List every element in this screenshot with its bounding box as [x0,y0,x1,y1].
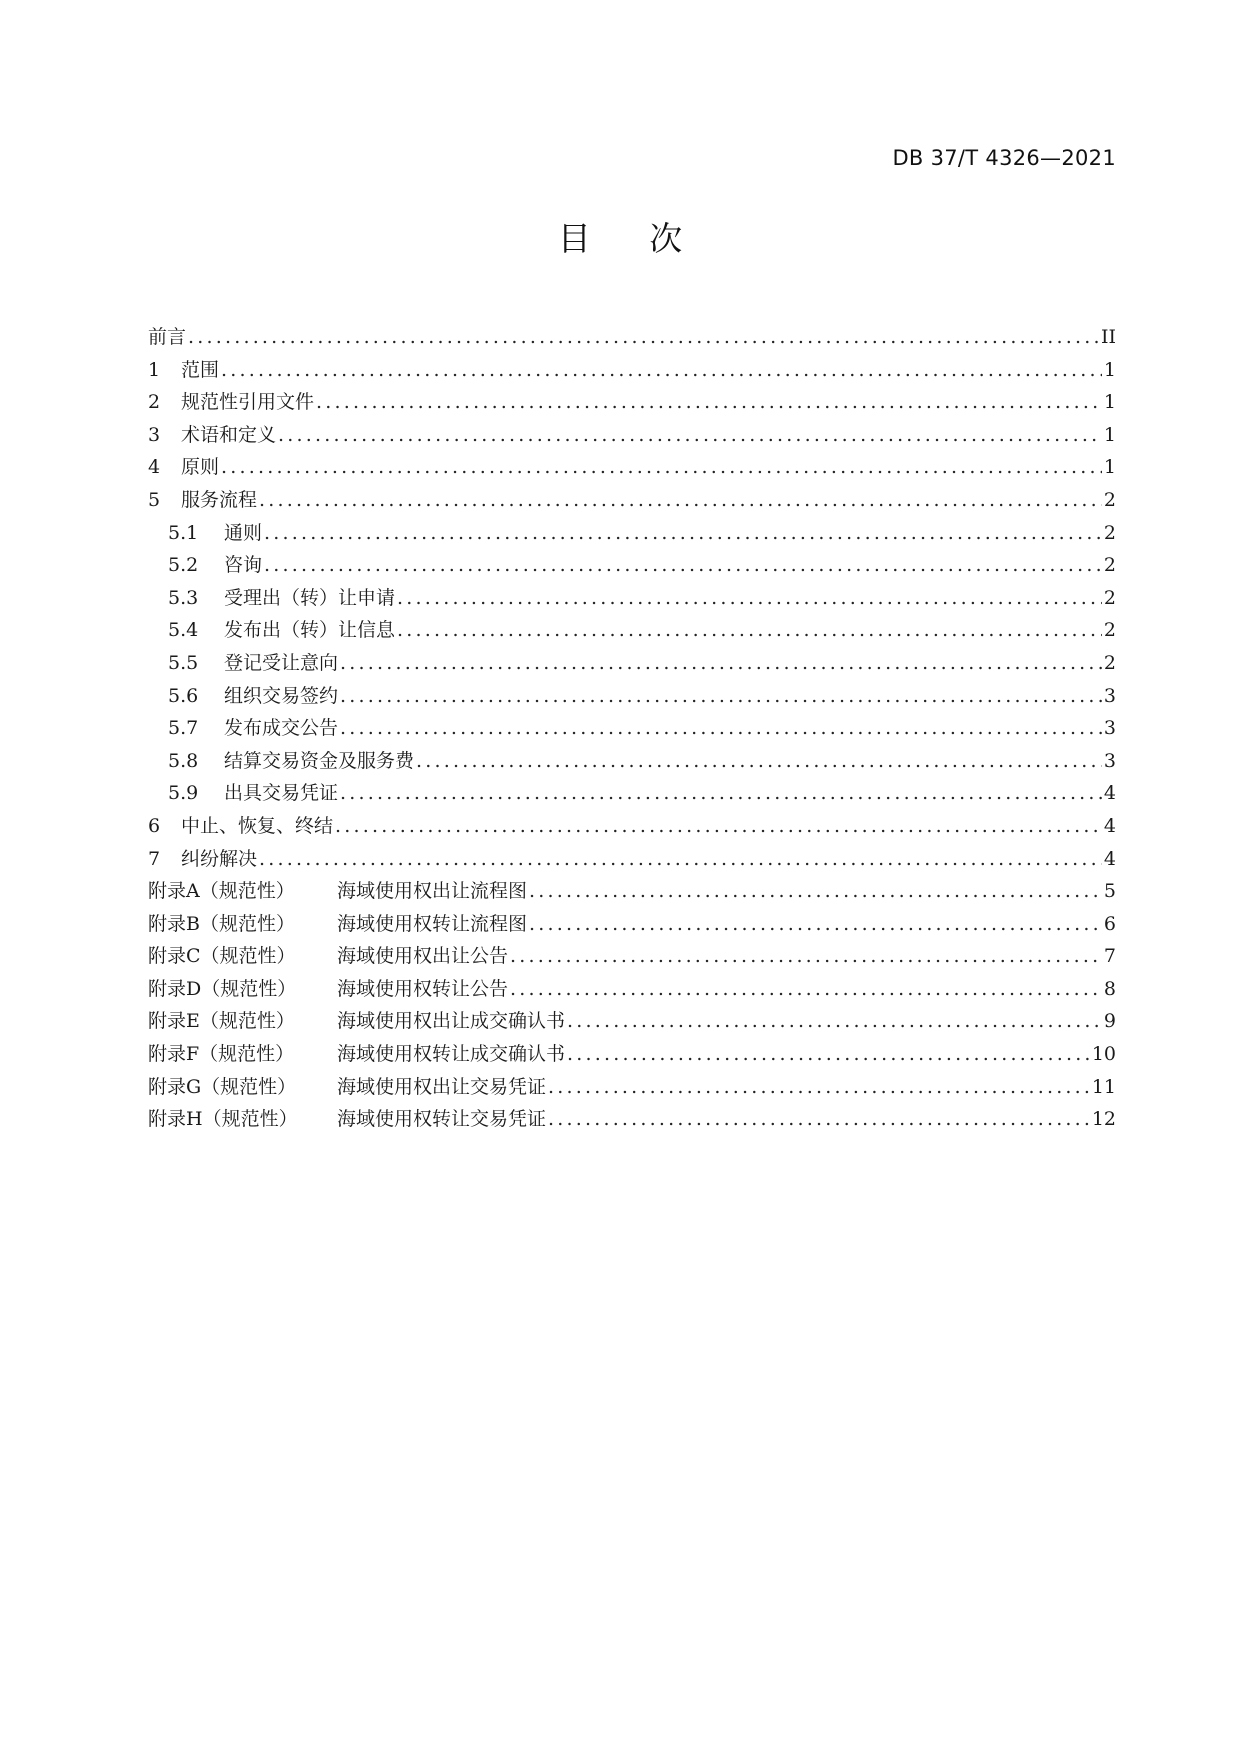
toc-appendix-c[interactable] [148,940,1116,973]
toc-entry-number: 5.2 [168,554,199,577]
toc-subentry-5-5[interactable] [148,647,1116,680]
toc-leader-dots [340,712,1102,745]
toc-leader-dots [510,973,1102,1006]
toc-entry-page: 1 [1103,423,1116,446]
toc-entry-label: 前言 [148,326,187,348]
toc-entry-label: 海域使用权转让公告 [337,977,509,1000]
toc-entry-label: 发布出（转）让信息 [224,619,396,642]
toc-entry-number: 6 [148,814,161,837]
toc-leader-dots [259,484,1102,517]
toc-entry-number: 4 [148,456,161,479]
toc-entry-page: 2 [1103,619,1116,642]
toc-entry-label: 结算交易资金及服务费 [224,749,415,772]
toc-leader-dots [529,875,1102,908]
toc-entry-page: 12 [1091,1108,1116,1131]
toc-entry-normative-references[interactable] [148,386,1116,419]
toc-entry-page: II [1100,326,1116,348]
toc-entry-page: 3 [1103,749,1116,772]
toc-entry-label: 海域使用权转让成交确认书 [337,1043,566,1066]
toc-entry-number: 5.5 [168,651,199,674]
toc-leader-dots [188,321,1099,354]
toc-leader-dots [259,843,1102,876]
toc-appendix-id: 附录F（规范性） [148,1043,295,1066]
toc-entry-number: 7 [148,847,161,870]
toc-entry-label: 海域使用权转让交易凭证 [337,1108,547,1131]
toc-entry-number: 5 [148,488,161,511]
toc-subentry-5-3[interactable] [148,582,1116,615]
toc-entry-page: 1 [1103,391,1116,414]
page-title: 目 次 [557,219,707,258]
toc-entry-page: 4 [1103,814,1116,837]
toc-entry-page: 2 [1103,521,1116,544]
toc-subentry-5-9[interactable] [148,777,1116,810]
toc-entry-label: 咨询 [224,554,263,577]
toc-entry-principles[interactable] [148,451,1116,484]
toc-appendix-d[interactable] [148,973,1116,1006]
toc-entry-page: 6 [1103,912,1116,935]
toc-subentry-5-2[interactable] [148,549,1116,582]
toc-entry-label: 海域使用权转让流程图 [337,912,528,935]
toc-entry-number: 5.8 [168,749,199,772]
toc-subentry-5-8[interactable] [148,745,1116,778]
toc-leader-dots [316,386,1102,419]
toc-appendix-id: 附录G（规范性） [148,1075,297,1098]
toc-entry-label: 海域使用权出让交易凭证 [337,1075,547,1098]
toc-leader-dots [335,810,1102,843]
toc-entry-page: 2 [1103,488,1116,511]
toc-entry-label: 海域使用权出让流程图 [337,880,528,903]
toc-entry-number: 1 [148,358,161,381]
toc-entry-page: 9 [1103,1010,1116,1033]
toc-appendix-e[interactable] [148,1005,1116,1038]
toc-entry-page: 8 [1103,977,1116,1000]
toc-leader-dots [340,680,1102,713]
toc-entry-scope[interactable] [148,354,1116,387]
toc-entry-page: 5 [1103,880,1116,903]
toc-entry-service-process[interactable] [148,484,1116,517]
toc-entry-label: 术语和定义 [181,423,277,446]
toc-entry-number: 2 [148,391,161,414]
toc-leader-dots [567,1038,1090,1071]
toc-appendix-id: 附录B（规范性） [148,912,295,935]
table-of-contents [148,321,1116,1136]
toc-entry-label: 海域使用权出让成交确认书 [337,1010,566,1033]
toc-entry-page: 4 [1103,847,1116,870]
document-code: DB 37/T 4326—2021 [892,146,1116,170]
toc-entry-label: 发布成交公告 [224,717,339,740]
toc-appendix-id: 附录C（规范性） [148,945,296,968]
toc-entry-number: 5.7 [168,717,199,740]
toc-appendix-id: 附录H（规范性） [148,1108,298,1131]
toc-leader-dots [221,451,1102,484]
toc-appendix-id: 附录A（规范性） [148,880,295,903]
toc-entry-number: 5.4 [168,619,199,642]
toc-entry-suspension[interactable] [148,810,1116,843]
toc-leader-dots [340,647,1102,680]
toc-appendix-b[interactable] [148,908,1116,941]
toc-entry-page: 4 [1103,782,1116,805]
toc-entry-label: 出具交易凭证 [224,782,339,805]
toc-entry-label: 组织交易签约 [224,684,339,707]
toc-leader-dots [510,940,1102,973]
toc-entry-page: 11 [1091,1075,1116,1098]
toc-leader-dots [340,777,1102,810]
toc-entry-page: 2 [1103,554,1116,577]
toc-appendix-a[interactable] [148,875,1116,908]
toc-leader-dots [548,1071,1090,1104]
toc-entry-page: 10 [1091,1043,1116,1066]
toc-leader-dots [567,1005,1102,1038]
toc-entry-label: 纠纷解决 [181,847,258,870]
toc-entry-page: 2 [1103,586,1116,609]
toc-entry-page: 2 [1103,651,1116,674]
toc-leader-dots [416,745,1102,778]
toc-entry-number: 3 [148,423,161,446]
toc-leader-dots [397,614,1102,647]
toc-leader-dots [548,1103,1090,1136]
toc-entry-label: 登记受让意向 [224,651,339,674]
toc-entry-page: 3 [1103,684,1116,707]
toc-entry-foreword[interactable] [148,321,1116,354]
toc-leader-dots [221,354,1102,387]
toc-subentry-5-7[interactable] [148,712,1116,745]
toc-subentry-5-1[interactable] [148,517,1116,550]
toc-entry-page: 7 [1103,945,1116,968]
toc-subentry-5-4[interactable] [148,614,1116,647]
toc-leader-dots [264,549,1102,582]
toc-entry-label: 服务流程 [181,488,258,511]
toc-entry-label: 通则 [224,521,263,544]
toc-leader-dots [278,419,1102,452]
toc-entry-label: 受理出（转）让申请 [224,586,396,609]
toc-entry-number: 5.1 [168,521,199,544]
toc-appendix-g[interactable] [148,1071,1116,1104]
toc-entry-page: 1 [1103,358,1116,381]
toc-entry-label: 海域使用权出让公告 [337,945,509,968]
toc-entry-label: 中止、恢复、终结 [181,814,334,837]
toc-entry-number: 5.9 [168,782,199,805]
toc-entry-number: 5.3 [168,586,199,609]
toc-leader-dots [264,517,1102,550]
toc-leader-dots [397,582,1102,615]
toc-appendix-f[interactable] [148,1038,1116,1071]
toc-appendix-h[interactable] [148,1103,1116,1136]
toc-leader-dots [529,908,1102,941]
toc-entry-terms-definitions[interactable] [148,419,1116,452]
toc-subentry-5-6[interactable] [148,680,1116,713]
toc-entry-number: 5.6 [168,684,199,707]
toc-entry-dispute-resolution[interactable] [148,843,1116,876]
toc-entry-label: 原则 [181,456,220,479]
toc-entry-page: 3 [1103,717,1116,740]
toc-entry-label: 范围 [181,358,220,381]
toc-appendix-id: 附录D（规范性） [148,977,297,1000]
toc-entry-label: 规范性引用文件 [181,391,315,414]
toc-appendix-id: 附录E（规范性） [148,1010,295,1033]
toc-entry-page: 1 [1103,456,1116,479]
